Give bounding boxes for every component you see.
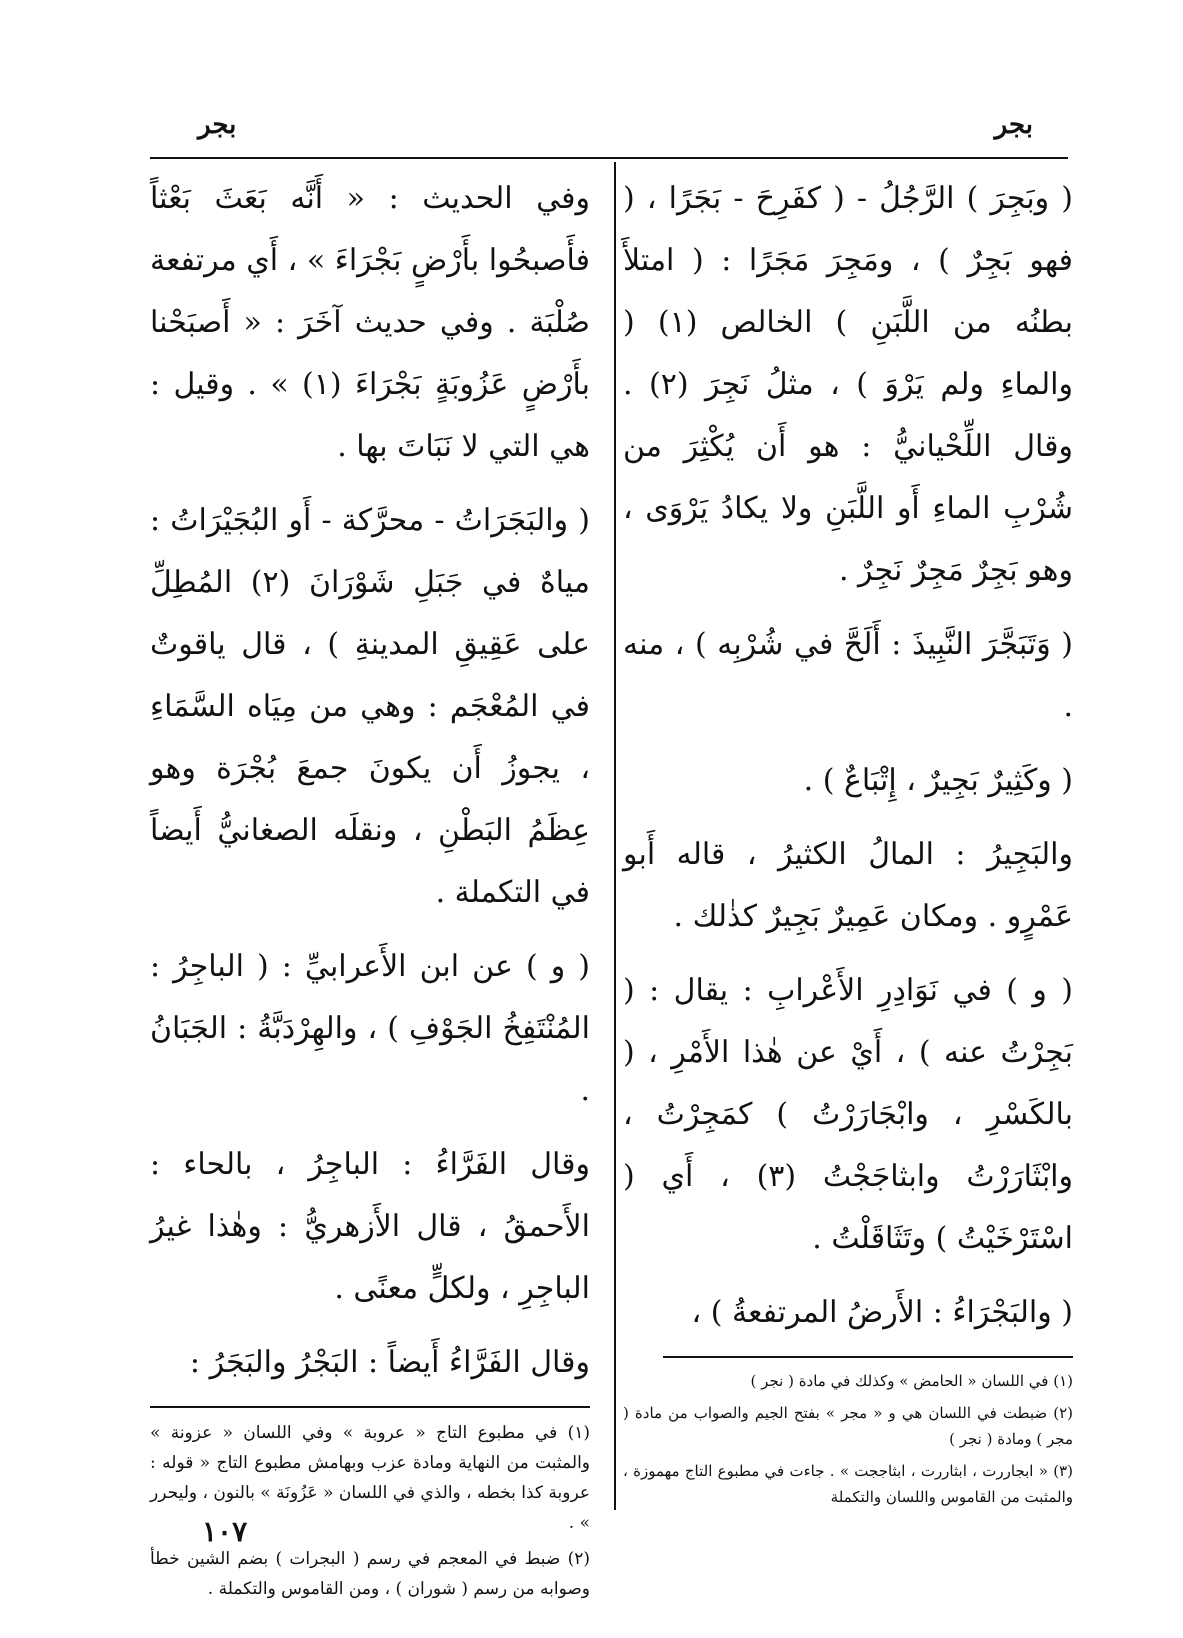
right-paragraph: والبَجِيرُ : المالُ الكثيرُ ، قاله أَبو عَمْرٍو . ومكان عَمِيرٌ بَجِيرٌ كذٰلك . xyxy=(623,837,1073,934)
right-footnote: (٣) « ابجاررت ، ابثاررت ، ابثاججت » . جاءت في مطبوع التاج مهموزة ، والمثبت من القاموس واللسان والتكملة xyxy=(623,1462,1073,1506)
footnote-rule xyxy=(150,1406,590,1408)
left-footnote: (١) في مطبوع التاج « عروبة » وفي اللسان « عزونة » والمثبت من النهاية ومادة عزب وبهامش مطبوع التاج « قوله : عروبة كذا بخطه ، والذي في اللسان « عَزُونَة » بالنون ، وليحرر » . xyxy=(150,1423,590,1533)
left-footnote: (٢) ضبط في المعجم في رسم ( البجرات ) بضم الشين خطأ وصوابه من رسم ( شوران ) ، ومن القاموس والتكملة . xyxy=(150,1549,590,1599)
running-header-left: بجر xyxy=(198,110,237,140)
right-paragraph: ( وكَثِيرٌ بَجِيرٌ ، إِتْبَاعٌ ) . xyxy=(803,763,1073,798)
right-paragraph: ( وبَجِرَ ) الرَّجُلُ - ( كفَرِحَ - بَجَرًا ، ( فهو بَجِرٌ ) ، ومَجِرَ مَجَرًا : ( امتلأَ بطنُه من اللَّبَنِ ) الخالص (١) ( والماءِ ولم يَرْوَ ) ، مثلُ نَجِرَ (٢) . وقال اللِّحْيانيُّ : هو أَن يُكْثِرَ من شُرْبِ الماءِ أَو اللَّبَنِ ولا يكادُ يَرْوَى ، وهو بَجِرٌ مَجِرٌ نَجِرٌ . xyxy=(623,181,1073,588)
left-paragraph: وقال الفَرَّاءُ أَيضاً : البَجْرُ والبَجَرُ : xyxy=(189,1345,590,1380)
right-paragraph: ( و ) في نَوَادِرِ الأَعْرابِ : يقال : ( بَجِرْتُ عنه ) ، أَيْ عن هٰذا الأَمْرِ ، ( بالكَسْرِ ، وابْجَارَرْتُ ) كمَجِرْتُ ، وابْثَارَرْتُ وابثاجَجْتُ (٣) ، أَي ( اسْتَرْخَيْتُ ) وتَثَاقَلْتُ . xyxy=(623,973,1074,1256)
right-footnote: (٢) ضبطت في اللسان هي و « مجر » بفتح الجيم والصواب من مادة ( مجر ) ومادة ( نجر ) xyxy=(623,1404,1073,1448)
left-paragraph: ( والبَجَرَاتُ - محرَّكة - أَو البُجَيْرَاتُ : مياهٌ في جَبَلِ شَوْرَانَ (٢) المُطِلِّ على عَقِيقِ المدينةِ ) ، قال ياقوتٌ في المُعْجَم : وهي من مِيَاه السَّمَاءِ ، يجوزُ أَن يكونَ جمعَ بُجْرَة وهو عِظَمُ البَطْنِ ، ونقلَه الصغانيُّ أَيضاً في التكملة . xyxy=(150,503,591,910)
column-divider xyxy=(614,162,616,1510)
left-paragraph: ( و ) عن ابن الأَعرابيِّ : ( الباجِرُ : المُنْتَفِخُ الجَوْفِ ) ، والهِرْدَبَّةُ : الجَبَانُ . xyxy=(150,949,590,1108)
left-paragraph: وفي الحديث : « أَنَّه بَعَثَ بَعْثاً فأَصبحُوا بأَرْضٍ بَجْرَاءَ » ، أَي مرتفعة صُلْبَة . وفي حديث آخَرَ : « أَصبَحْنا بأَرْضٍ عَزُوبَةٍ بَجْرَاءَ (١) » . وقيل : هي التي لا نَبَاتَ بها . xyxy=(150,181,590,464)
page-number: ١٠٧ xyxy=(202,1515,248,1548)
right-paragraph: ( وَتَبَجَّرَ النَّبِيذَ : أَلَحَّ في شُرْبِه ) ، منه . xyxy=(623,627,1073,724)
right-footnote: (١) في اللسان « الحامض » وكذلك في مادة ( نجر ) xyxy=(750,1372,1073,1390)
header-rule xyxy=(150,157,1068,159)
right-paragraph: ( والبَجْرَاءُ : الأَرضُ المرتفعةُ ) ، xyxy=(691,1295,1073,1330)
right-column xyxy=(623,168,1073,1516)
left-paragraph: وقال الفَرَّاءُ : الباجِرُ ، بالحاء : الأَحمقُ ، قال الأَزهريُّ : وهٰذا غيرُ الباجِرِ ، ولكلٍّ معنًى . xyxy=(150,1147,590,1306)
running-header-right: بجر xyxy=(994,110,1033,140)
footnote-rule xyxy=(663,1356,1073,1358)
left-column xyxy=(150,168,590,1610)
